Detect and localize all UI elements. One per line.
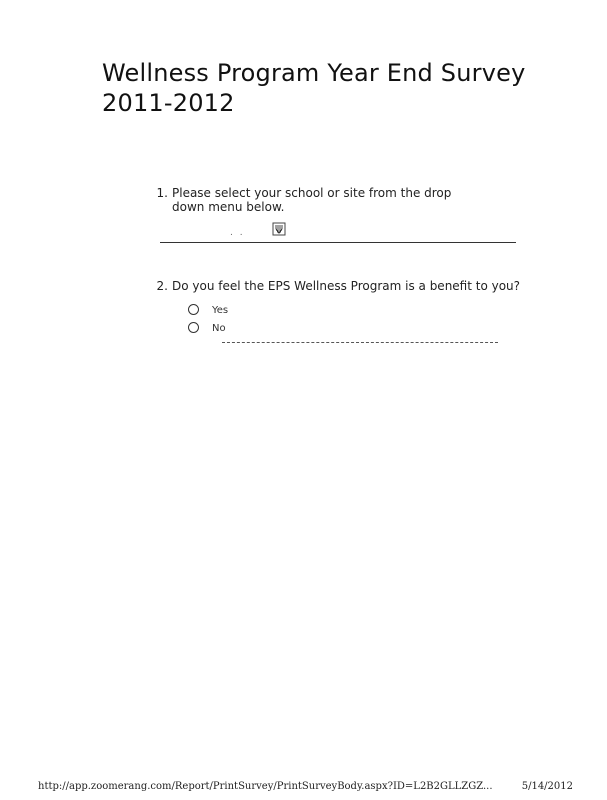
footer-url: http://app.zoomerang.com/Report/PrintSurvey/PrintSurveyBody.aspx?ID=L2B2GLLZGZ... xyxy=(38,781,493,792)
question-1 xyxy=(150,186,530,256)
option-yes[interactable] xyxy=(188,303,308,317)
question-2 xyxy=(150,279,530,359)
answer-underline xyxy=(160,242,516,243)
question-text: Do you feel the EPS Wellness Program is a benefit to you? xyxy=(172,279,521,293)
option-label: No xyxy=(212,323,226,334)
option-label: Yes xyxy=(212,305,229,316)
answer-underline xyxy=(222,342,498,343)
survey-title: Wellness Program Year End Survey 2011-2012 xyxy=(102,59,526,117)
dropdown-arrow-icon[interactable] xyxy=(272,222,286,236)
radio-no[interactable] xyxy=(188,322,199,333)
question-number: 1. xyxy=(156,186,168,200)
dropdown-placeholder: . . xyxy=(230,228,245,238)
school-site-dropdown[interactable] xyxy=(220,222,300,238)
option-no[interactable] xyxy=(188,321,308,335)
radio-yes[interactable] xyxy=(188,304,199,315)
question-text: Please select your school or site from the drop down menu below. xyxy=(172,186,452,214)
print-footer xyxy=(38,781,573,795)
footer-date: 5/14/2012 xyxy=(521,781,573,792)
question-number: 2. xyxy=(156,279,168,293)
